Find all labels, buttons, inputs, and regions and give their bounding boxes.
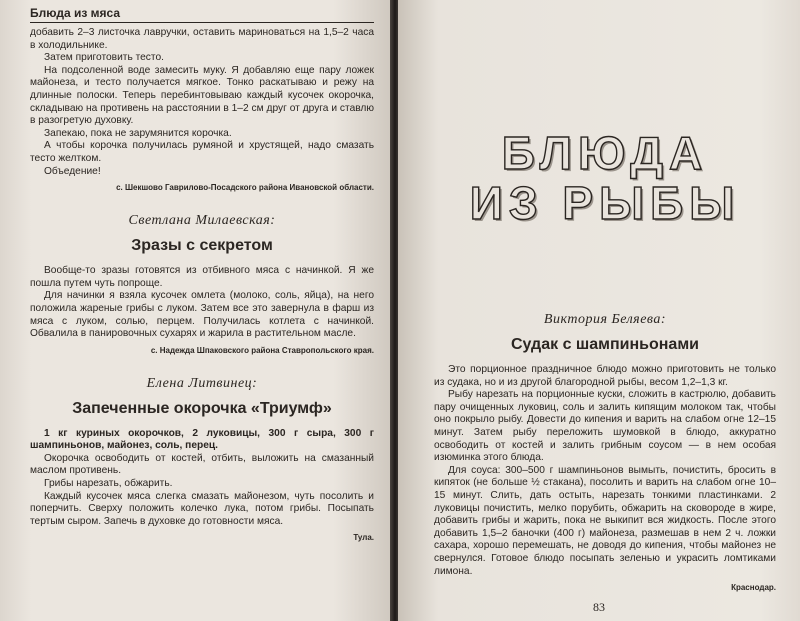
paragraph: Для соуса: 300–500 г шампиньонов вымыть, почистить, бросить в кипяток (не больше ½ стакана), посолить и варить на слабом огне 10–15 минут. Слить, дать остыть, нарезать тонкими пластинками. 2 луковицы почистить, мелко порубить, обжарить на сковороде в жире, добавить грибы и жарить, пока не выкипит вся жидкость. После этого добавить 1,5–2 баночки (400 г) майонеза, размешав в нем 2 ч. ложки сахара, хорошо перемешать, не доводя до кипения, чтобы майонез не свернулся. Готовое блюдо посыпать зеленью и украсить ломтиками лимона. (434, 464, 776, 577)
paragraph: А чтобы корочка получилась румяной и хрустящей, надо смазать тесто желтком. (30, 140, 374, 164)
running-head: Блюда из мяса (30, 6, 374, 23)
recipe-title: Судак с шампиньонами (511, 336, 699, 353)
left-page (0, 0, 392, 621)
paragraph: Для начинки я взяла кусочек омлета (молоко, соль, яйца), на него положила жареные грибы с луком. Затем все это завернула в фарш из мяса с луком, солью, перцем. Получилась котлета с начинкой. Обвалила в панировочных сухарях и жарила в растительном масле. (30, 290, 374, 340)
paragraph: Грибы нарезать, обжарить. (44, 478, 173, 490)
page-number: 83 (593, 600, 605, 614)
recipe-author: Елена Литвинец: (146, 375, 258, 391)
recipe-source: с. Надежда Шпаковского района Ставропольского края. (150, 345, 374, 355)
recipe-author: Светлана Милаевская: (128, 213, 276, 229)
recipe-title: Запеченные окорочка «Триумф» (72, 399, 332, 417)
paragraph: Затем приготовить тесто. (44, 52, 164, 64)
chapter-title (434, 128, 776, 228)
chapter-title-line: БЛЮДА (501, 127, 709, 179)
recipe-title: Зразы с секретом (131, 237, 273, 255)
paragraph: Рыбу нарезать на порционные куски, сложить в кастрюлю, добавить пару очищенных луковиц, соль и залить кипящим молоком так, чтобы оно покрыло рыбу. Довести до кипения и варить на слабом огне 12–15 минут. Затем рыбу переложить шумовкой в блюдо, аккуратно освободить от костей и залить грибным соусом — в нем особая изюминка этого блюда. (434, 389, 776, 464)
paragraph: добавить 2–3 листочка лавручки, оставить мариноваться на 1,5–2 часа в холодильнике. (30, 27, 374, 51)
recipe-author: Виктория Беляева: (543, 312, 667, 327)
paragraph: Запекаю, пока не зарумянится корочка. (44, 127, 232, 139)
chapter-title-line: ИЗ РЫБЫ (469, 177, 741, 229)
recipe-source: Тула. (353, 533, 374, 543)
paragraph: На подсоленной воде замесить муку. Я добавляю еще пару ложек майонеза, и тесто получается мягкое. Тонко раскатываю и режу на длинные полоски. Теперь перебинтовываю каждый кусочек окорочка, складываю на противень на расстоянии в 1–2 см друг от друга и ставлю в разогретую духовку. (30, 64, 374, 127)
recipe-source: Краснодар. (731, 583, 776, 593)
ingredients: 1 кг куриных окорочков, 2 луковицы, 300 г сыра, 300 г шампиньонов, майонез, соль, перец. (30, 427, 374, 452)
recipe-source: с. Шекшово Гаврилово-Посадского района Ивановской области. (116, 183, 374, 193)
paragraph: Окорочка освободить от костей, отбить, выложить на смазанный маслом противень. (30, 452, 374, 477)
paragraph: Вообще-то зразы готовятся из отбивного мяса с начинкой. Я же пошла путем чуть попроще. (30, 265, 374, 289)
paragraph: Объедение! (44, 165, 101, 177)
paragraph: Каждый кусочек мяса слегка смазать майонезом, чуть посолить и поперчить. Сверху положить колечко лука, потом грибы. Посыпать тертым сыром. Запечь в духовке до готовности мяса. (30, 490, 374, 527)
right-page (398, 0, 800, 621)
paragraph: Это порционное праздничное блюдо можно приготовить не только из судака, но и из другой благородной рыбы, весом 1,2–1,3 кг. (434, 364, 776, 388)
